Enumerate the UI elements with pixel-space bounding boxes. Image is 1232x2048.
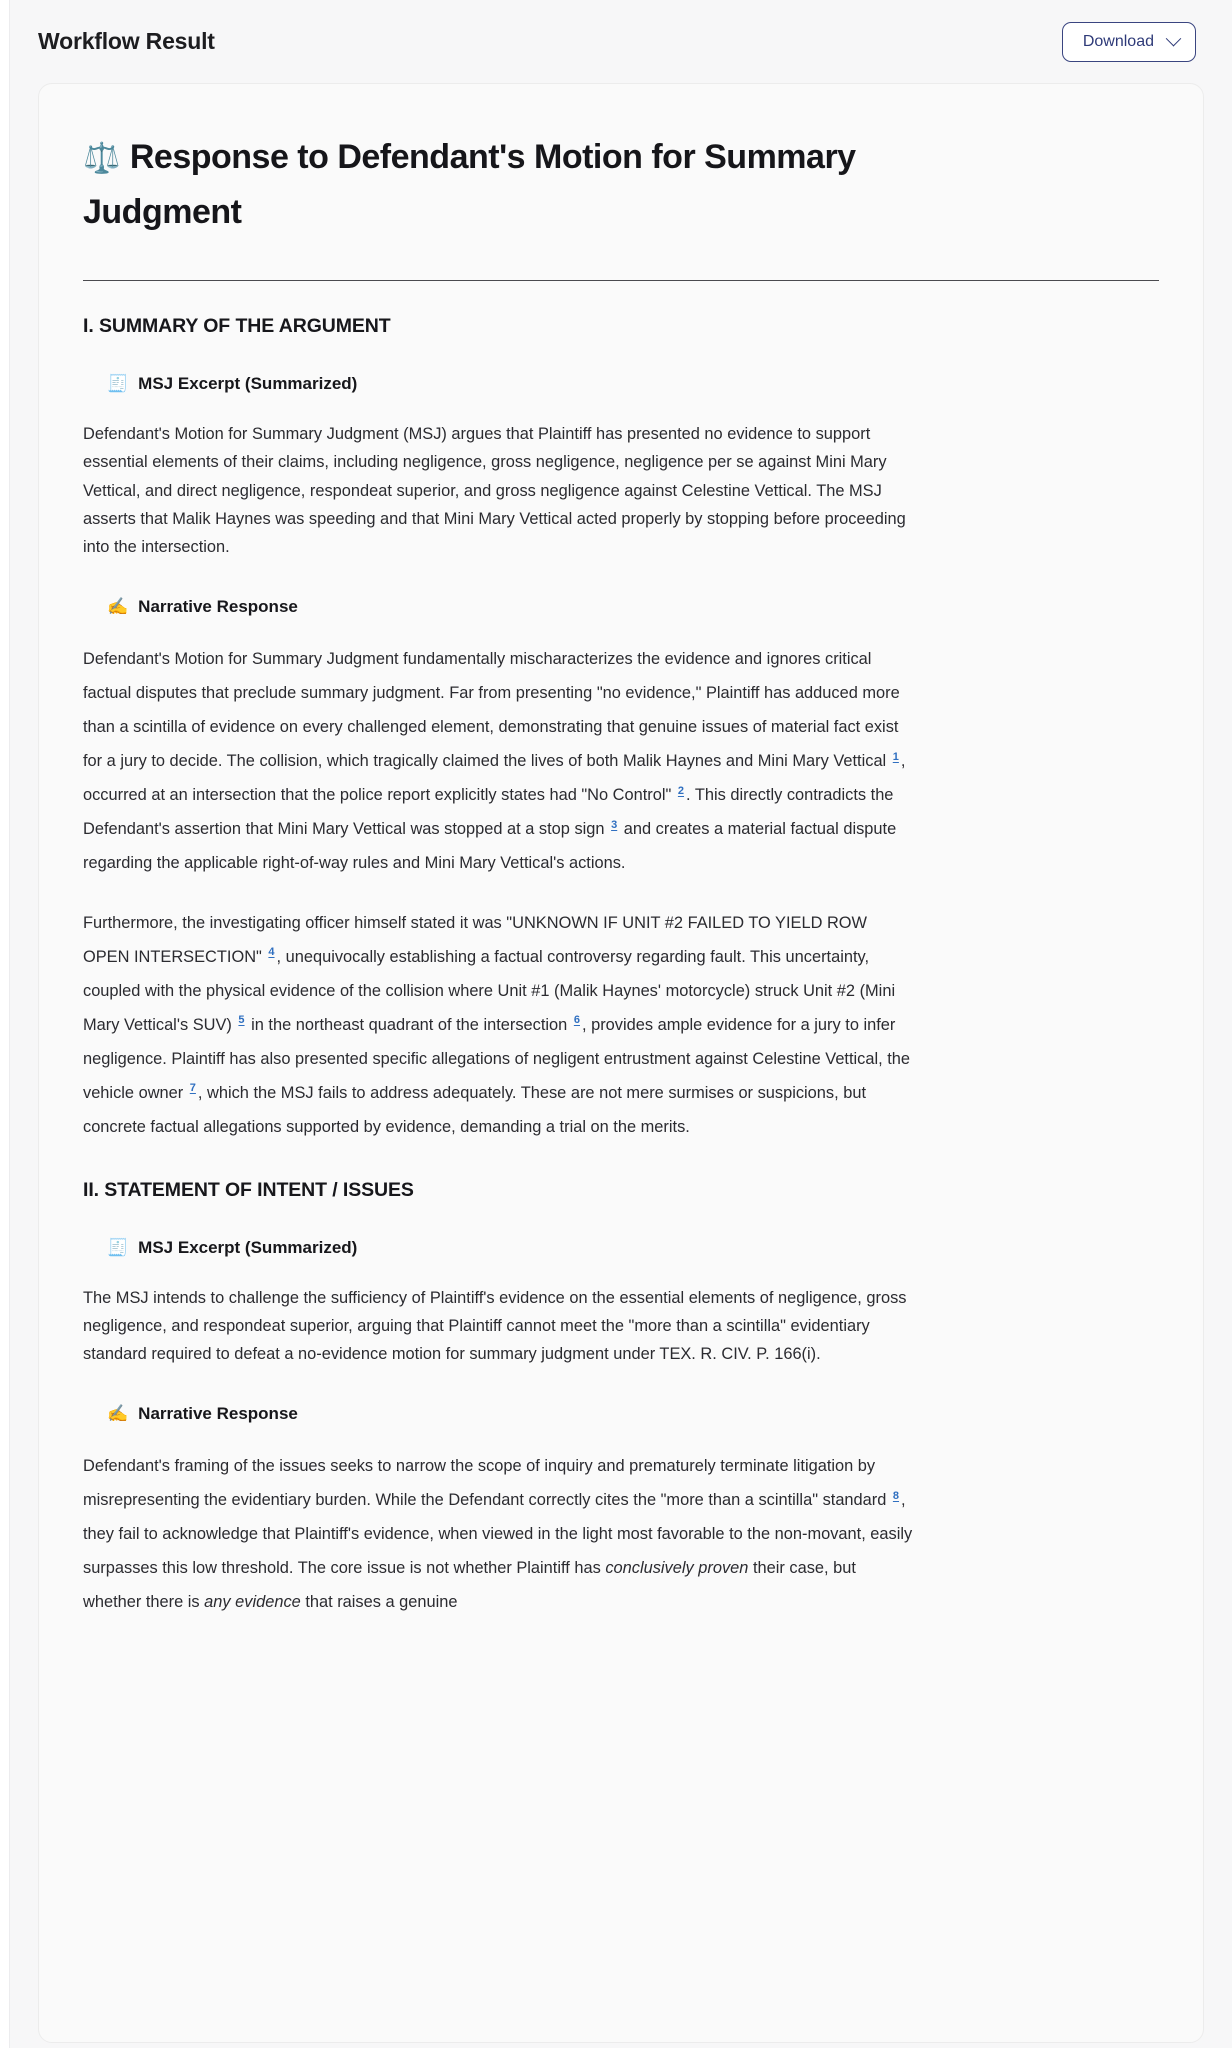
- text-fragment: Furthermore, the investigating officer himself stated it was "UNKNOWN IF UNIT #2 FAILED TO YIELD ROW OPEN INTERSECTION": [83, 913, 868, 966]
- subheading-label: Narrative Response: [138, 1404, 298, 1424]
- text-fragment: Defendant's framing of the issues seeks to narrow the scope of inquiry and prematurely terminate litigation by misrepresenting the evidentiary burden. While the Defendant correctly cites the "more than a scintilla" standard: [83, 1457, 891, 1510]
- subheading-narrative-response-1: [107, 597, 1159, 617]
- text-fragment: Defendant's Motion for Summary Judgment fundamentally mischaracterizes the evidence and ignores critical factual disputes that preclude summary judgment. Far from presenting "no evidence," Plaintiff has adduced more than a scintilla of evidence on every challenged element, demonstrating that genuine issues of material fact exist for a jury to decide. The collision, which tragically claimed the lives of both Malik Haynes and Mini Mary Vettical: [83, 650, 900, 771]
- citation-link-1[interactable]: 1: [892, 750, 899, 763]
- download-button[interactable]: [1062, 22, 1196, 62]
- narrative-paragraph-1-1: [83, 643, 913, 881]
- emphasis-text: conclusively proven: [605, 1559, 749, 1578]
- section-heading-1: I. SUMMARY OF THE ARGUMENT: [83, 315, 391, 338]
- subheading-narrative-response-2: [107, 1404, 1159, 1424]
- top-bar: [38, 0, 1204, 83]
- receipt-icon: 🧾: [107, 1237, 129, 1257]
- msj-excerpt-paragraph-2: The MSJ intends to challenge the sufficiency of Plaintiff's evidence on the essential elements of negligence, gross negligence, and respondeat superior, arguing that Plaintiff cannot meet the "more than a scintilla" evidentiary standard required to defeat a no-evidence motion for summary judgment under TEX. R. CIV. P. 166(i).: [83, 1288, 907, 1364]
- subheading-msj-excerpt-2: [107, 1238, 1159, 1258]
- subheading-msj-excerpt-1: [107, 374, 1159, 394]
- text-fragment: , unequivocally establishing a factual controversy regarding fault. This uncertainty, coupled with the physical evidence of the collision where Unit #1 (Malik Haynes' motorcycle) struck Unit #2 (Mini Mary Vettical's SUV): [83, 947, 896, 1034]
- text-fragment: , which the MSJ fails to address adequately. These are not mere surmises or suspicions, but concrete factual allegations supported by evidence, demanding a trial on the merits.: [83, 1083, 866, 1136]
- text-fragment: and creates a material factual dispute regarding the applicable right-of-way rules and Mini Mary Vettical's actions.: [83, 820, 897, 872]
- chevron-down-icon: [1166, 31, 1182, 47]
- writing-hand-icon: ✍️: [107, 597, 129, 617]
- citation-link-2[interactable]: 2: [677, 784, 685, 797]
- title-divider: [83, 280, 1159, 281]
- document-title-text: Response to Defendant's Motion for Summary Judgment: [83, 138, 856, 232]
- document-title: [83, 130, 913, 240]
- narrative-paragraph-2-1: [83, 1450, 913, 1620]
- subheading-label: Narrative Response: [138, 597, 298, 617]
- citation-link-5[interactable]: 5: [238, 1014, 245, 1027]
- text-fragment: , occurred at an intersection that the police report explicitly states had "No Control": [83, 752, 906, 805]
- text-fragment: . This directly contradicts the Defendant's assertion that Mini Mary Vettical was stopped at a stop sign: [83, 786, 894, 839]
- download-button-label: Download: [1082, 32, 1154, 50]
- text-fragment: their case, but whether there is: [83, 1559, 856, 1612]
- citation-link-7[interactable]: 7: [189, 1082, 196, 1095]
- subheading-label: MSJ Excerpt (Summarized): [138, 374, 358, 394]
- text-fragment: , provides ample evidence for a jury to infer negligence. Plaintiff has also presented specific allegations of negligent entrustment against Celestine Vettical, the vehicle owner: [83, 1015, 911, 1102]
- workflow-result-card: [38, 83, 1204, 2043]
- writing-hand-icon: ✍️: [107, 1404, 129, 1424]
- text-fragment: , they fail to acknowledge that Plaintiff's evidence, when viewed in the light most favorable to the non-movant, easily surpasses this low threshold. The core issue is not whether Plaintiff has: [83, 1491, 913, 1578]
- page-title: Workflow Result: [38, 28, 215, 54]
- citation-link-4[interactable]: 4: [268, 946, 275, 959]
- narrative-paragraph-1-2: [83, 907, 913, 1145]
- left-edge-strip: [0, 0, 10, 2048]
- citation-link-3[interactable]: 3: [611, 818, 618, 831]
- text-fragment: that raises a genuine: [300, 1593, 458, 1612]
- balance-scale-icon: ⚖️: [83, 142, 120, 175]
- citation-link-6[interactable]: 6: [573, 1014, 580, 1027]
- section-heading-2: II. STATEMENT OF INTENT / ISSUES: [83, 1178, 414, 1201]
- receipt-icon: 🧾: [107, 374, 129, 394]
- citation-link-8[interactable]: 8: [892, 1489, 900, 1502]
- text-fragment: in the northeast quadrant of the intersection: [246, 1015, 572, 1034]
- emphasis-text: any evidence: [204, 1593, 301, 1612]
- msj-excerpt-paragraph-1: Defendant's Motion for Summary Judgment (MSJ) argues that Plaintiff has presented no evidence to support essential elements of their claims, including negligence, gross negligence, negligence per se against Mini Mary Vettical, and direct negligence, respondeat superior, and gross negligence against Celestine Vettical. The MSJ asserts that Malik Haynes was speeding and that Mini Mary Vettical acted properly by stopping before proceeding into the intersection.: [83, 425, 906, 557]
- subheading-label: MSJ Excerpt (Summarized): [138, 1237, 358, 1257]
